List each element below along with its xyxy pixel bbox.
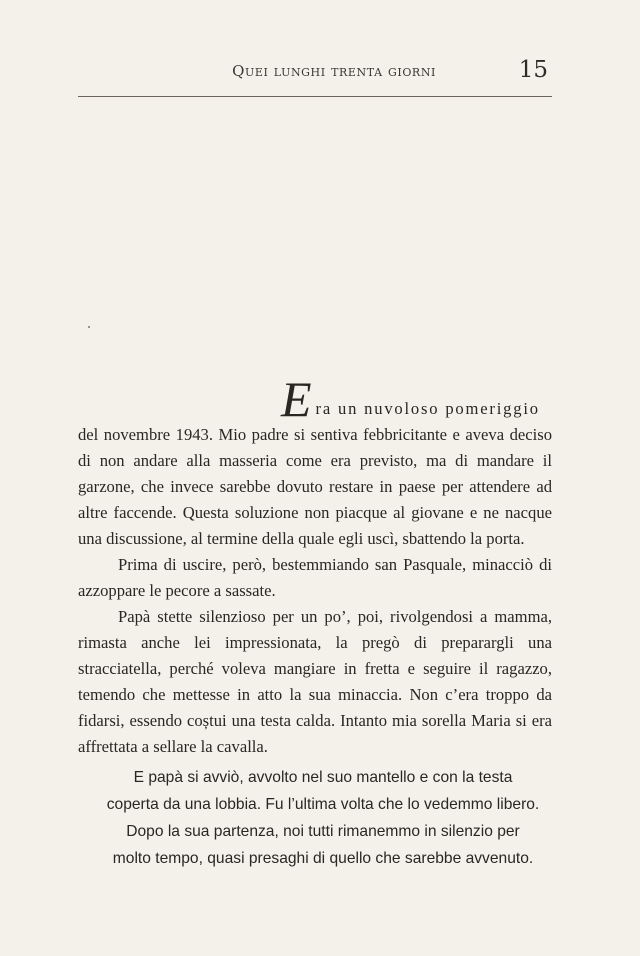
paragraph-4: E papà si avviò, avvolto nel suo mantello e con la testa coperta da una lobbia. Fu l’ultima volta che lo vedemmo libero. Dopo la sua partenza, noi tutti rimanemmo in silenzio per molto tempo, quasi presaghi di quello che sarebbe avvenuto. — [106, 769, 540, 867]
page-number: 15 — [518, 57, 548, 83]
drop-cap: E — [281, 371, 312, 427]
running-header — [78, 56, 552, 97]
print-speck — [88, 326, 90, 328]
paragraph-3: Papà stette silenzioso per un po’, poi, rivolgendosi a mamma, rimasta anche lei impressionata, la pregò di preparargli una stracciatella, perché voleva mangiare in fretta e seguire il ragazzo, temendo che mettesse in atto la sua minaccia. Non c’era troppo da fidarsi, essendo coștui una testa calda. Intanto mia sorella Maria si era affrettata a sellare la cavalla. — [78, 607, 552, 756]
running-title: Quei lunghi trenta giorni — [232, 62, 436, 80]
paragraph-2: Prima di uscire, però, bestemmiando san Pasquale, minacciò di azzoppare le pecore a sassate. — [78, 555, 552, 600]
opening-line — [78, 371, 552, 427]
paragraph-1-text: del novembre 1943. Mio padre si sentiva febbricitante e aveva deciso di non andare alla masseria come era previsto, ma di mandare il garzone, che invece sarebbe dovuto restare in paese per attendere ad altre faccende. Questa soluzione non piacque al giovane e ne nacque una discussione, al termine della quale egli uscì, sbattendo la porta. — [78, 425, 552, 548]
paragraph-1 — [78, 371, 552, 552]
opening-line-text: ra un nuvoloso pomeriggio — [315, 399, 540, 418]
chapter-body — [78, 371, 552, 872]
